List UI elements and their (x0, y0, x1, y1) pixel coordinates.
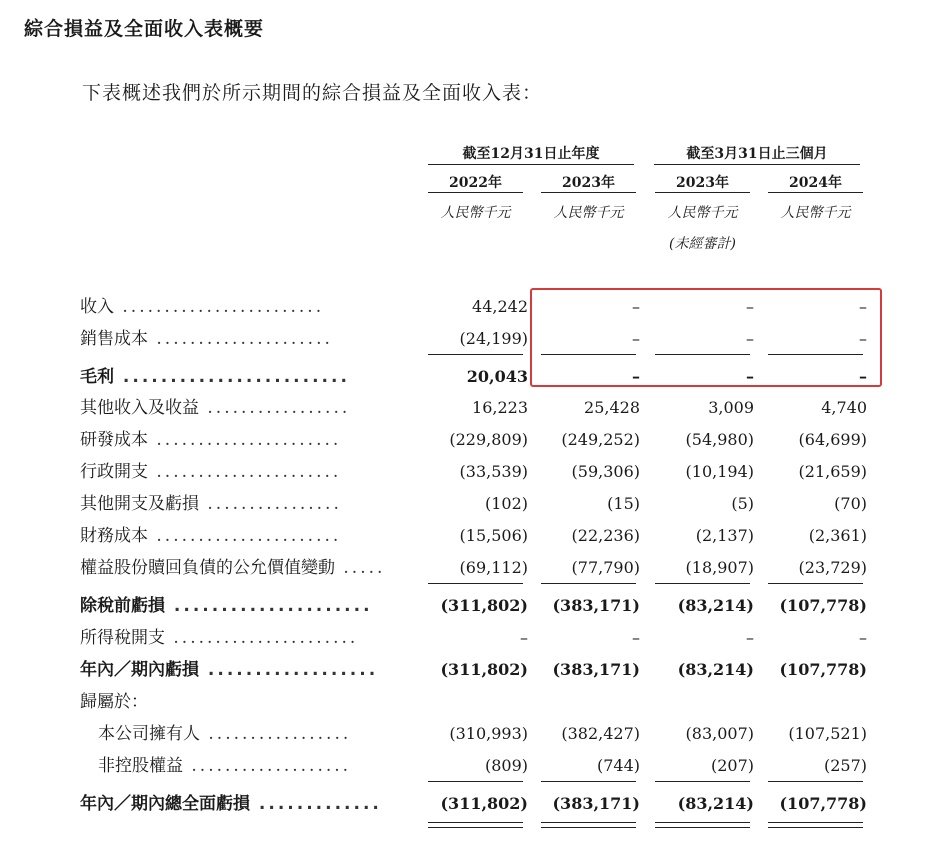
subtotal-underline (768, 781, 863, 782)
column-year-underline (541, 192, 636, 193)
row-label-text: 除稅前虧損 (80, 596, 165, 616)
row-value: 16,223 (472, 398, 528, 417)
leader-dots: ................. (200, 724, 352, 744)
column-year-2024-q: 2024年 (789, 175, 842, 191)
table-row (0, 553, 926, 583)
row-value: (23,729) (798, 558, 867, 577)
row-value: 25,428 (584, 398, 640, 417)
row-value: (18,907) (685, 558, 754, 577)
column-unit: 人民幣千元 (440, 205, 511, 221)
subtotal-underline (541, 583, 636, 584)
row-value: (77,790) (571, 558, 640, 577)
row-value: (24,199) (459, 329, 528, 348)
row-label-text: 本公司擁有人 (98, 724, 200, 744)
period-underline-annual (428, 164, 634, 165)
row-value: – (859, 329, 867, 348)
column-unit: 人民幣千元 (553, 205, 624, 221)
row-value: 20,043 (466, 367, 528, 386)
row-value: 44,242 (472, 297, 528, 316)
row-label-text: 其他收入及收益 (80, 398, 199, 418)
period-header-quarter: 截至3月31日止三個月 (686, 146, 828, 162)
subtotal-underline (768, 583, 863, 584)
table-row (0, 623, 926, 653)
leader-dots: ...................... (148, 462, 342, 482)
highlight-box (530, 288, 882, 387)
row-label-text: 所得稅開支 (80, 628, 165, 648)
leader-dots: ...................... (165, 628, 359, 648)
row-value: – (632, 329, 640, 348)
row-value: (107,778) (779, 794, 867, 813)
leader-dots: ...................... (148, 430, 342, 450)
subtotal-underline (428, 781, 523, 782)
total-double-underline (768, 822, 863, 828)
row-value: (107,521) (788, 724, 867, 743)
column-unit: 人民幣千元 (780, 205, 851, 221)
row-value: (249,252) (561, 430, 640, 449)
column-year-underline (655, 192, 750, 193)
row-value: – (632, 628, 640, 647)
row-value: (5) (731, 494, 754, 513)
row-label-text: 收入 (80, 297, 114, 317)
leader-dots: ...................... (148, 526, 342, 546)
row-value: (311,802) (440, 660, 528, 679)
row-value: (10,194) (685, 462, 754, 481)
total-double-underline (655, 822, 750, 828)
section-heading: 綜合損益及全面收入表概要 (24, 18, 265, 40)
row-label (80, 292, 324, 322)
table-row (0, 489, 926, 519)
row-label-text: 其他開支及虧損 (80, 494, 199, 514)
row-label-text: 年內／期內虧損 (80, 660, 199, 680)
row-label-text: 非控股權益 (98, 756, 183, 776)
row-label-text: 權益股份贖回負債的公允價值變動 (80, 558, 335, 578)
row-value: (383,171) (552, 596, 640, 615)
row-label (80, 789, 382, 819)
row-label (80, 324, 333, 354)
subtotal-underline (655, 781, 750, 782)
row-label (80, 362, 350, 392)
column-year-2023: 2023年 (562, 175, 615, 191)
row-value: (382,427) (561, 724, 640, 743)
row-value: – (859, 297, 867, 316)
leader-dots: ........................ (114, 367, 350, 387)
row-value: (2,137) (695, 526, 754, 545)
table-row (0, 457, 926, 487)
row-label (80, 457, 341, 487)
row-value: – (520, 628, 528, 647)
row-label-text: 毛利 (80, 367, 114, 387)
row-value: (83,007) (685, 724, 754, 743)
table-row (0, 425, 926, 455)
leader-dots: ..................... (148, 329, 333, 349)
intro-text: 下表概述我們於所示期間的綜合損益及全面收入表： (82, 82, 543, 104)
leader-dots: ........................ (114, 297, 325, 317)
leader-dots: .................. (199, 660, 379, 680)
unaudited-note: (未經審計) (669, 236, 736, 252)
row-label-text: 歸屬於： (80, 692, 148, 712)
row-value: – (746, 367, 754, 386)
row-value: (809) (484, 756, 528, 775)
row-label (80, 521, 341, 551)
row-label-text: 研發成本 (80, 430, 148, 450)
subtotal-underline (428, 583, 523, 584)
subtotal-underline (541, 781, 636, 782)
row-value: (15) (607, 494, 640, 513)
row-label (80, 623, 358, 653)
row-value: (2,361) (808, 526, 867, 545)
total-double-underline (541, 822, 636, 828)
table-row (0, 393, 926, 423)
column-year-2022: 2022年 (449, 175, 502, 191)
subtotal-underline (655, 583, 750, 584)
row-label (80, 591, 373, 621)
row-value: (83,214) (677, 660, 754, 679)
row-value: (54,980) (685, 430, 754, 449)
row-value: – (746, 329, 754, 348)
table-row (0, 789, 926, 819)
row-value: (229,809) (449, 430, 528, 449)
row-value: (21,659) (798, 462, 867, 481)
row-label (98, 719, 351, 749)
row-value: (83,214) (677, 794, 754, 813)
leader-dots: ..................... (165, 596, 373, 616)
row-label (80, 687, 148, 717)
row-value: (311,802) (440, 596, 528, 615)
row-value: – (746, 297, 754, 316)
table-row (0, 655, 926, 685)
period-header-annual: 截至12月31日止年度 (462, 146, 600, 162)
leader-dots: ................... (183, 756, 352, 776)
row-value: – (859, 367, 867, 386)
row-value: (22,236) (571, 526, 640, 545)
row-value: (107,778) (779, 660, 867, 679)
table-row (0, 719, 926, 749)
leader-dots: ............. (250, 794, 382, 814)
table-row (0, 751, 926, 781)
row-value: (33,539) (459, 462, 528, 481)
row-label (80, 489, 342, 519)
total-double-underline (428, 822, 523, 828)
row-label-text: 財務成本 (80, 526, 148, 546)
row-value: (311,802) (440, 794, 528, 813)
row-value: 4,740 (821, 398, 867, 417)
column-year-underline (768, 192, 863, 193)
row-label (98, 751, 351, 781)
row-value: (59,306) (571, 462, 640, 481)
row-value: (107,778) (779, 596, 867, 615)
row-value: (83,214) (677, 596, 754, 615)
row-value: (207) (710, 756, 754, 775)
leader-dots: ................ (199, 494, 342, 514)
row-label (80, 655, 378, 685)
row-value: (64,699) (798, 430, 867, 449)
row-value: – (859, 628, 867, 647)
column-unit: 人民幣千元 (667, 205, 738, 221)
row-value: (383,171) (552, 660, 640, 679)
row-value: (310,993) (449, 724, 528, 743)
row-value: – (632, 367, 640, 386)
row-value: 3,009 (708, 398, 754, 417)
period-underline-quarter (654, 164, 860, 165)
leader-dots: ..... (335, 558, 386, 578)
row-value: (69,112) (459, 558, 528, 577)
row-value: (102) (484, 494, 528, 513)
row-value: (383,171) (552, 794, 640, 813)
leader-dots: ................. (199, 398, 351, 418)
table-row (0, 591, 926, 621)
row-value: (257) (823, 756, 867, 775)
row-label (80, 393, 350, 423)
column-year-2023-q: 2023年 (676, 175, 729, 191)
row-label (80, 553, 385, 583)
column-year-underline (428, 192, 523, 193)
subtotal-underline (428, 354, 523, 355)
row-label-text: 年內／期內總全面虧損 (80, 794, 250, 814)
row-value: (744) (596, 756, 640, 775)
table-row (0, 521, 926, 551)
row-label-text: 銷售成本 (80, 329, 148, 349)
row-value: – (632, 297, 640, 316)
row-value: (15,506) (459, 526, 528, 545)
row-label (80, 425, 341, 455)
row-label-text: 行政開支 (80, 462, 148, 482)
table-row (0, 687, 926, 717)
row-value: (70) (834, 494, 867, 513)
row-value: – (746, 628, 754, 647)
